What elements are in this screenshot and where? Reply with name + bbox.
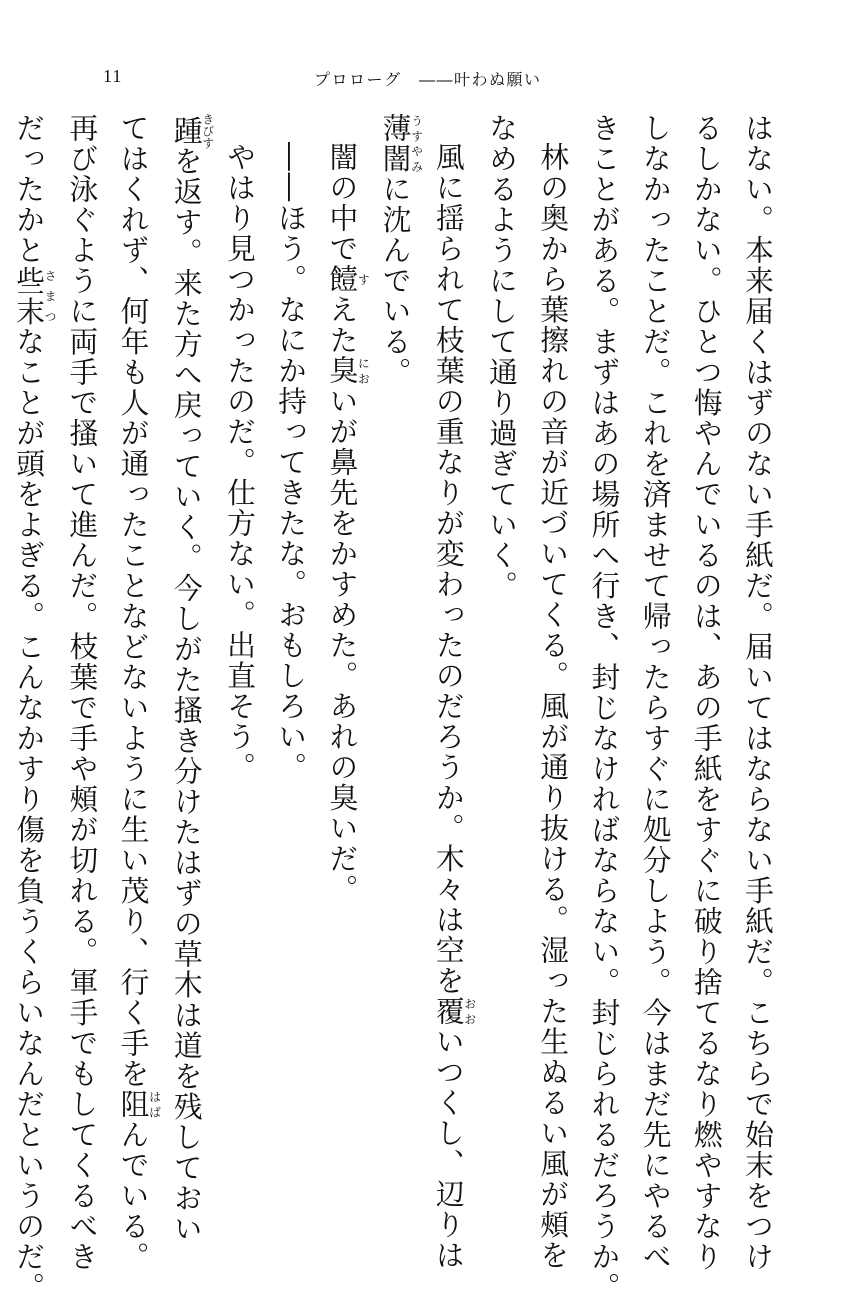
- ruby-annotation: 覆おお: [431, 995, 477, 1027]
- text-line-8: [369, 113, 422, 1123]
- text-line-5: 林の奥から葉擦れの音が近づいてくる。風が通り抜ける。湿った生ぬるい風が頰を: [536, 141, 571, 1271]
- text-line-2: るしかない。ひとつ悔やんでいるのは、あの手紙をすぐに破り捨てるなり燃やすなり: [689, 113, 724, 1272]
- text-line-16: [0, 113, 3, 1123]
- text-line-14: 再び泳ぐように両手で搔いて進んだ。枝葉で手や頰が切れる。軍手でもしてくるべき: [65, 113, 100, 1272]
- text-segment: えた: [325, 294, 360, 356]
- text-segment: 闇の中で: [325, 141, 360, 264]
- text-line-12: [161, 113, 215, 1245]
- ruby-annotation: 些末さまつ: [12, 265, 58, 327]
- text-segment: んでいる。: [116, 1119, 151, 1272]
- text-line-9: [316, 113, 369, 1123]
- text-segment: なことが頭をよぎる。こんなかすり傷を負うくらいなんだというのだ。: [12, 326, 47, 1303]
- text-line-3: しなかったことだ。これを済ませて帰ったらすぐに処分しよう。今はまだ先にやるべ: [638, 113, 673, 1272]
- text-segment: いが鼻先をかすめた。あれの臭いだ。: [325, 385, 360, 905]
- running-header-title: プロローグ ――叶わぬ願い: [314, 70, 542, 89]
- ruby-annotation: 饐す: [325, 263, 371, 295]
- ruby-annotation: 踵きびす: [169, 113, 215, 149]
- text-segment: に沈んでいる。: [378, 174, 413, 388]
- text-line-15: [3, 113, 58, 1303]
- text-line-11: やはり見つかったのだ。仕方ない。出直そう。: [222, 141, 257, 783]
- text-line-6: なめるようにして通り過ぎていく。: [484, 113, 519, 601]
- text-line-1: はない。本来届くはずのない手紙だ。届いてはならない手紙だ。こちらで始末をつけ: [741, 113, 775, 1272]
- text-line-4: きことがある。まずはあの場所へ行き、封じなければならない。封じられるだろうか。: [587, 113, 622, 1303]
- ruby-annotation: 薄闇うすやみ: [378, 113, 424, 174]
- text-line-13: [107, 113, 162, 1272]
- text-segment: 風に揺られて枝葉の重なりが変わったのだろうか。木々は空を: [431, 141, 466, 996]
- text-segment: を返す。来た方へ戻っていく。今しがた搔き分けたはずの草木は道を残しておい: [169, 146, 204, 1245]
- text-line-10: ――ほう。なにか持ってきたな。おもしろい。: [274, 141, 309, 783]
- text-segment: いつくし、辺りは: [431, 1026, 466, 1271]
- ruby-annotation: 臭にお: [325, 355, 371, 386]
- page-number: 11: [103, 66, 123, 86]
- body-text: [12, 113, 783, 1303]
- text-segment: てはくれず、何年も人が通ったことなどないように生い茂り、行く手を: [116, 113, 151, 1089]
- text-line-7: [423, 113, 477, 1271]
- ruby-annotation: 阻はば: [116, 1089, 162, 1120]
- text-segment: だったかと: [12, 113, 47, 266]
